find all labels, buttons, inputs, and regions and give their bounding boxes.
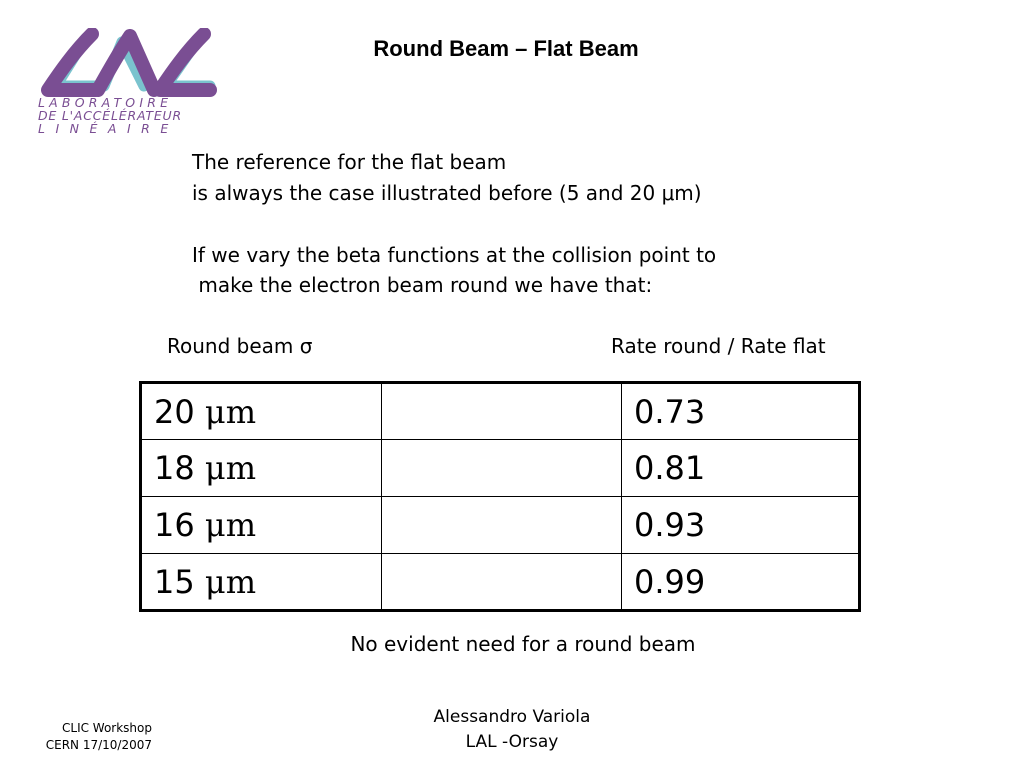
sigma-cell xyxy=(141,440,382,497)
middle-cell xyxy=(382,383,622,440)
footer-event-name: CLIC Workshop xyxy=(62,721,152,735)
logo-line-1: LABORATOIRE xyxy=(38,95,173,110)
table-row xyxy=(141,497,860,554)
column-label-round-beam: Round beam σ xyxy=(167,334,313,358)
sigma-value: 18 xyxy=(154,449,195,487)
ratio-cell: 0.73 xyxy=(622,383,860,440)
ratio-cell: 0.93 xyxy=(622,497,860,554)
logo-line-3: LINÉAIRE xyxy=(38,121,179,136)
sigma-cell xyxy=(141,554,382,611)
footer-affiliation: LAL -Orsay xyxy=(465,732,559,752)
table-row xyxy=(141,383,860,440)
sigma-value: 20 xyxy=(154,392,195,431)
sigma-value: 15 xyxy=(154,562,195,601)
column-label-rate-ratio: Rate round / Rate flat xyxy=(611,334,826,358)
footer-venue-date: CERN 17/10/2007 xyxy=(45,738,152,752)
sigma-cell xyxy=(141,497,382,554)
footer-author-name: Alessandro Variola xyxy=(433,707,591,727)
sigma-unit: μm xyxy=(204,449,257,487)
rate-table xyxy=(139,381,861,612)
middle-cell xyxy=(382,497,622,554)
middle-cell xyxy=(382,554,622,611)
intro-line-1: The reference for the flat beam xyxy=(192,150,507,174)
sigma-unit: μm xyxy=(204,392,257,431)
logo-line-2: DE L'ACCÉLÉRATEUR xyxy=(38,108,182,123)
table-row xyxy=(141,554,860,611)
intro-line-2: is always the case illustrated before (5 and 20 μm) xyxy=(192,181,702,205)
intro-line-5: make the electron beam round we have that: xyxy=(192,273,653,297)
intro-line-4: If we vary the beta functions at the collision point to xyxy=(192,243,717,267)
sigma-unit: μm xyxy=(204,506,257,544)
sigma-cell xyxy=(141,383,382,440)
middle-cell xyxy=(382,440,622,497)
ratio-cell: 0.81 xyxy=(622,440,860,497)
sigma-unit: μm xyxy=(204,562,257,601)
footer-event xyxy=(20,720,152,754)
ratio-cell: 0.99 xyxy=(622,554,860,611)
sigma-value: 16 xyxy=(154,506,195,544)
footer-author xyxy=(400,705,624,755)
slide-title: Round Beam – Flat Beam xyxy=(373,36,639,61)
conclusion-text: No evident need for a round beam xyxy=(350,632,696,656)
lal-logo-text xyxy=(38,96,228,135)
table-row xyxy=(141,440,860,497)
